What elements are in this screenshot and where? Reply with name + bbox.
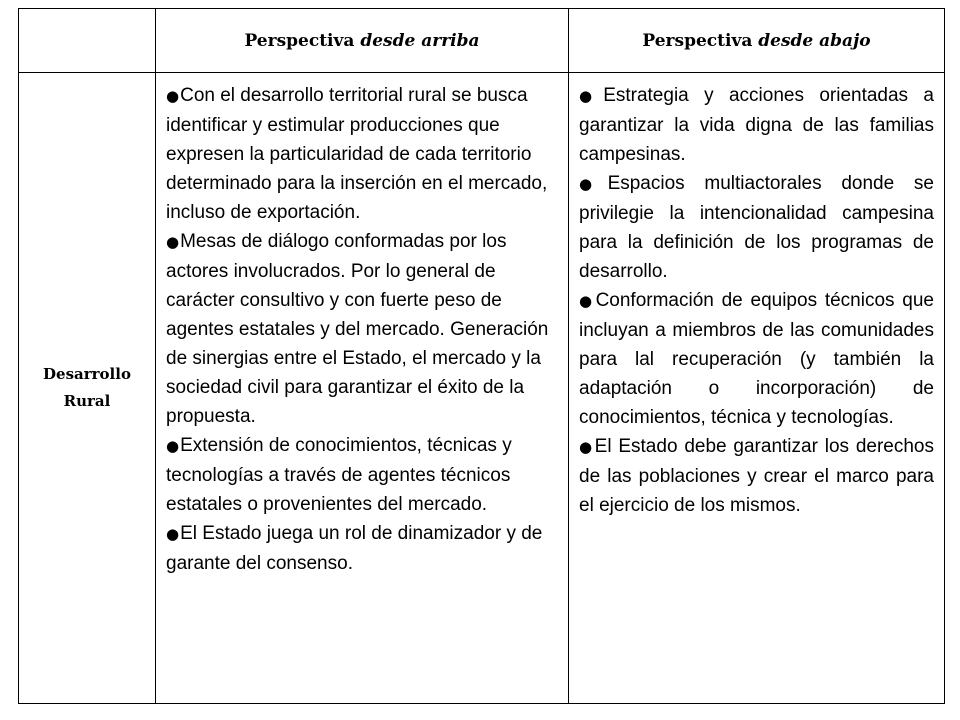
header-arriba-italic: desde arriba <box>360 30 480 51</box>
row-label <box>19 73 156 704</box>
comparison-table <box>18 8 945 704</box>
list-item <box>166 81 558 227</box>
bullet-icon: ● <box>166 87 180 105</box>
list-item-text: Con el desarrollo territorial rural se busca identificar y estimular producciones que expresen la particularidad de cada territorio determinado para la inserción en el mercado, incluso de exportación. <box>166 85 548 223</box>
header-row <box>19 9 945 73</box>
bullet-icon: ● <box>579 175 607 193</box>
abajo-list <box>569 73 944 520</box>
bullet-icon: ● <box>579 87 603 105</box>
list-item <box>579 169 934 286</box>
row-label-line2: Rural <box>63 392 111 410</box>
header-abajo-prefix: Perspectiva <box>642 30 753 51</box>
list-item-text: Extensión de conocimientos, técnicas y tecnologías a través de agentes técnicos estatales o provenientes del mercado. <box>166 435 512 515</box>
header-abajo <box>569 9 945 73</box>
list-item-text: Estrategia y acciones orientadas a garantizar la vida digna de las familias campesinas. <box>579 85 934 165</box>
bullet-icon: ● <box>579 438 594 456</box>
list-item-text: El Estado debe garantizar los derechos de las poblaciones y crear el marco para el ejercicio de los mismos. <box>579 436 934 516</box>
header-arriba-prefix: Perspectiva <box>244 30 355 51</box>
header-abajo-italic: desde abajo <box>758 30 871 51</box>
arriba-list <box>156 73 568 578</box>
list-item <box>166 227 558 431</box>
bullet-icon: ● <box>166 525 180 543</box>
row-label-line1: Desarrollo <box>43 365 131 383</box>
list-item <box>166 519 558 578</box>
arriba-cell <box>156 73 569 704</box>
list-item <box>579 432 934 520</box>
bullet-icon: ● <box>579 292 595 310</box>
header-empty-cell <box>19 9 156 73</box>
list-item <box>579 286 934 432</box>
list-item-text: Conformación de equipos técnicos que incluyan a miembros de las comunidades para lal recuperación (y también la adaptación o incorporación) de conocimientos, técnica y tecnologías. <box>579 290 934 428</box>
abajo-cell <box>569 73 945 704</box>
list-item-text: Espacios multiactorales donde se privilegie la intencionalidad campesina para la definición de los programas de desarrollo. <box>579 173 934 282</box>
bullet-icon: ● <box>166 233 180 251</box>
list-item <box>579 81 934 169</box>
list-item-text: Mesas de diálogo conformadas por los actores involucrados. Por lo general de carácter consultivo y con fuerte peso de agentes estatales y del mercado. Generación de sinergias entre el Estado, el mercado y la sociedad civil para garantizar el éxito de la propuesta. <box>166 231 549 427</box>
list-item <box>166 431 558 519</box>
list-item-text: El Estado juega un rol de dinamizador y de garante del consenso. <box>166 523 543 574</box>
desarrollo-rural-row <box>19 73 945 704</box>
bullet-icon: ● <box>166 437 180 455</box>
header-arriba <box>156 9 569 73</box>
